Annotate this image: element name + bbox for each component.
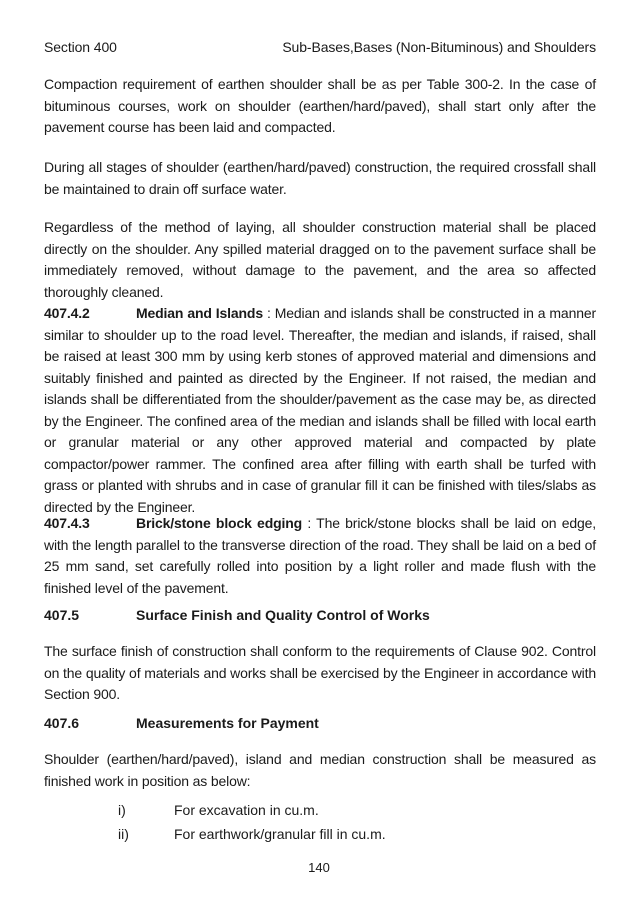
paragraph-laying <box>44 217 596 303</box>
paragraph-surface-finish: The surface finish of construction shall conform to the requirements of Clause 902. Control on the quality of materials and works shall be exercised by the Engineer in accordance with Section 900. <box>44 643 596 702</box>
clause-median-islands <box>44 303 596 518</box>
measurement-list <box>118 798 386 846</box>
list-marker: i) <box>118 802 126 818</box>
clause-brick-edging <box>44 513 596 599</box>
clause-title: Brick/stone block edging <box>136 515 303 531</box>
clause-text: : The brick/stone blocks shall be laid on edge, with the length parallel to the transverse direction of the road. They shall be laid on a bed of 25 mm sand, set carefully rolled into position by a light roller and made flush with the finished level of the pavement. <box>44 515 596 596</box>
list-item-text: For excavation in cu.m. <box>174 802 319 818</box>
paragraph-crossfall: During all stages of shoulder (earthen/hard/paved) construction, the required crossfall shall be maintained to drain off surface water. <box>44 159 596 197</box>
running-header <box>44 39 596 55</box>
header-section: Section 400 <box>44 39 117 55</box>
list-item <box>118 822 386 846</box>
section-heading-surface-finish <box>44 605 430 626</box>
list-item <box>118 798 386 822</box>
section-heading-measurements <box>44 713 319 734</box>
list-item-text: For earthwork/granular fill in cu.m. <box>174 826 386 842</box>
clause-title: Median and Islands <box>136 305 263 321</box>
clause-number: 407.4.2 <box>44 305 90 321</box>
section-title: Measurements for Payment <box>136 715 319 731</box>
section-number: 407.6 <box>44 715 80 731</box>
section-number: 407.5 <box>44 607 80 623</box>
page-number: 140 <box>308 860 330 875</box>
list-marker: ii) <box>118 826 129 842</box>
paragraph-measurements: Shoulder (earthen/hard/paved), island and median construction shall be measured as finished work in position as below: <box>44 751 596 789</box>
header-chapter-title: Sub-Bases,Bases (Non-Bituminous) and Shoulders <box>282 39 596 55</box>
paragraph-laying-text: Regardless of the method of laying, all shoulder construction material shall be placed directly on the shoulder. Any spilled material dragged on to the pavement surface shall be immediately removed, without damage to the pavement, and the area so affected thoroughly cleaned. <box>44 219 596 300</box>
paragraph-compaction: Compaction requirement of earthen shoulder shall be as per Table 300-2. In the case of bituminous courses, work on shoulder (earthen/hard/paved), shall start only after the pavement course has been laid and compacted. <box>44 76 596 135</box>
clause-text: : Median and islands shall be constructed in a manner similar to shoulder up to the road level. Thereafter, the median and islands, if raised, shall be raised at least 300 mm by using kerb stones of approved material and dimensions and suitably finished and painted as directed by the Engineer. If not raised, the median and islands shall be differentiated from the shoulder/pavement as the case may be, as directed by the Engineer. The confined area of the median and islands shall be filled with local earth or granular material or any other approved material and compacted by plate compactor/power rammer. The confined area after filling with earth shall be turfed with grass or planted with shrubs and in case of granular fill it can be finished with tiles/slabs as directed by the Engineer. <box>44 305 596 515</box>
section-title: Surface Finish and Quality Control of Works <box>136 607 430 623</box>
clause-number: 407.4.3 <box>44 515 90 531</box>
